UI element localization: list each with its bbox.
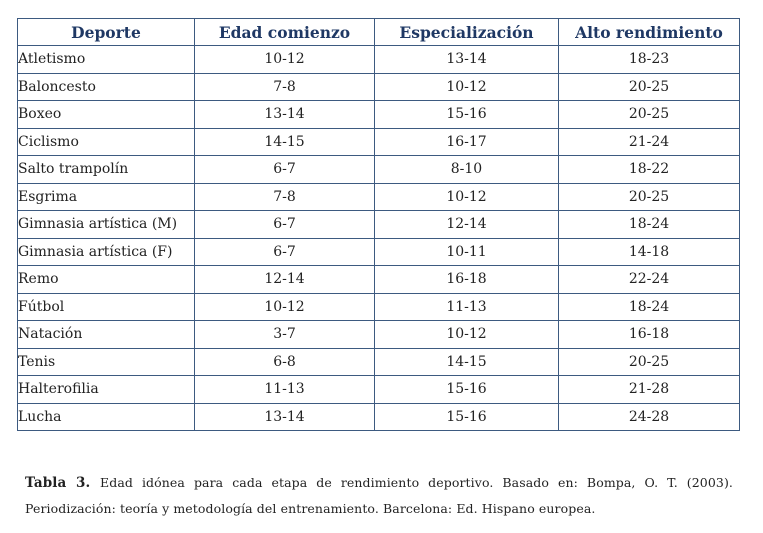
table-row [18,321,740,349]
sport-cell: Baloncesto [18,73,195,101]
especializacion-cell: 12-14 [375,211,559,239]
edad-comienzo-cell: 10-12 [195,46,375,74]
table-row [18,156,740,184]
sport-cell: Boxeo [18,101,195,129]
sport-cell: Esgrima [18,183,195,211]
edad-comienzo-cell: 14-15 [195,128,375,156]
especializacion-cell: 10-11 [375,238,559,266]
alto-rendimiento-cell: 21-28 [559,376,740,404]
header-row [18,19,740,46]
caption-text: Edad idónea para cada etapa de rendimiento deportivo. Basado en: Bompa, O. T. (2003). Periodización: teoría y metodología del entrenamiento. Barcelona: Ed. Hispano europea. [25,475,733,516]
sport-cell: Natación [18,321,195,349]
caption-separator: . [85,475,101,491]
edad-comienzo-cell: 11-13 [195,376,375,404]
especializacion-cell: 13-14 [375,46,559,74]
alto-rendimiento-cell: 22-24 [559,266,740,294]
table-row [18,183,740,211]
table-header [18,19,740,46]
table-caption [25,470,733,522]
sport-cell: Fútbol [18,293,195,321]
table-row [18,101,740,129]
alto-rendimiento-cell: 20-25 [559,101,740,129]
sport-cell: Gimnasia artística (F) [18,238,195,266]
edad-comienzo-cell: 13-14 [195,403,375,431]
edad-comienzo-cell: 7-8 [195,73,375,101]
alto-rendimiento-cell: 18-23 [559,46,740,74]
alto-rendimiento-cell: 18-24 [559,293,740,321]
table-row [18,46,740,74]
edad-comienzo-cell: 6-7 [195,211,375,239]
edad-comienzo-cell: 6-8 [195,348,375,376]
especializacion-cell: 14-15 [375,348,559,376]
sport-cell: Remo [18,266,195,294]
especializacion-cell: 15-16 [375,403,559,431]
especializacion-cell: 15-16 [375,101,559,129]
alto-rendimiento-cell: 14-18 [559,238,740,266]
alto-rendimiento-cell: 16-18 [559,321,740,349]
table-row [18,376,740,404]
edad-comienzo-cell: 6-7 [195,238,375,266]
alto-rendimiento-cell: 18-22 [559,156,740,184]
alto-rendimiento-cell: 20-25 [559,73,740,101]
especializacion-cell: 10-12 [375,183,559,211]
especializacion-cell: 15-16 [375,376,559,404]
header-edad-comienzo: Edad comienzo [195,19,375,46]
table-body [18,46,740,431]
especializacion-cell: 16-18 [375,266,559,294]
sports-age-table [17,18,740,431]
caption-label: Tabla 3 [25,475,86,491]
sport-cell: Lucha [18,403,195,431]
alto-rendimiento-cell: 20-25 [559,183,740,211]
table-row [18,348,740,376]
sport-cell: Atletismo [18,46,195,74]
especializacion-cell: 10-12 [375,321,559,349]
sport-cell: Halterofilia [18,376,195,404]
table-row [18,73,740,101]
alto-rendimiento-cell: 24-28 [559,403,740,431]
edad-comienzo-cell: 7-8 [195,183,375,211]
table-row [18,238,740,266]
header-deporte: Deporte [18,19,195,46]
sport-cell: Gimnasia artística (M) [18,211,195,239]
edad-comienzo-cell: 13-14 [195,101,375,129]
especializacion-cell: 11-13 [375,293,559,321]
edad-comienzo-cell: 6-7 [195,156,375,184]
edad-comienzo-cell: 3-7 [195,321,375,349]
especializacion-cell: 8-10 [375,156,559,184]
table-row [18,211,740,239]
especializacion-cell: 16-17 [375,128,559,156]
table-row [18,293,740,321]
sport-cell: Tenis [18,348,195,376]
alto-rendimiento-cell: 20-25 [559,348,740,376]
alto-rendimiento-cell: 21-24 [559,128,740,156]
alto-rendimiento-cell: 18-24 [559,211,740,239]
edad-comienzo-cell: 12-14 [195,266,375,294]
table-row [18,266,740,294]
sport-cell: Salto trampolín [18,156,195,184]
table-row [18,403,740,431]
header-alto-rendimiento: Alto rendimiento [559,19,740,46]
table-row [18,128,740,156]
sport-cell: Ciclismo [18,128,195,156]
header-especializacion: Especialización [375,19,559,46]
edad-comienzo-cell: 10-12 [195,293,375,321]
especializacion-cell: 10-12 [375,73,559,101]
